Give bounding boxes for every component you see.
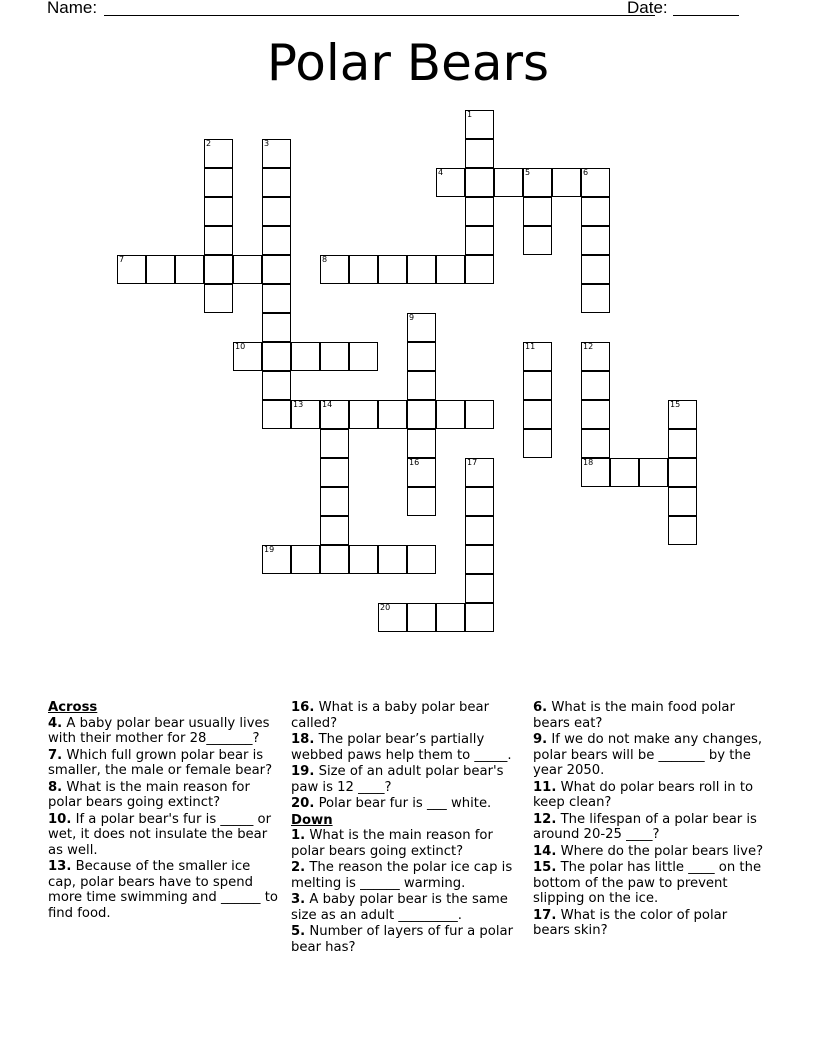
- clue-number: 20: [380, 603, 391, 612]
- clue-number: 3: [264, 139, 270, 148]
- clue-number: 11: [525, 342, 536, 351]
- grid-cell[interactable]: [465, 574, 494, 603]
- grid-cell[interactable]: [320, 342, 349, 371]
- clue-item: [48, 748, 278, 779]
- grid-cell[interactable]: [349, 545, 378, 574]
- page-title: Polar Bears: [266, 34, 550, 92]
- grid-cell[interactable]: [291, 400, 320, 429]
- grid-cell[interactable]: [581, 168, 610, 197]
- grid-cell[interactable]: [436, 255, 465, 284]
- grid-cell[interactable]: [668, 429, 697, 458]
- grid-cell[interactable]: [262, 284, 291, 313]
- clue-number: 13: [293, 400, 304, 409]
- clue-item: [291, 828, 527, 859]
- grid-cell[interactable]: [262, 139, 291, 168]
- clue-text: The reason the polar ice cap is melting is ______ warming.: [291, 860, 513, 891]
- clue-list: [533, 700, 768, 939]
- grid-cell[interactable]: [436, 603, 465, 632]
- clue-item: [533, 732, 768, 779]
- grid-cell[interactable]: [465, 255, 494, 284]
- clue-number: 14.: [533, 843, 557, 859]
- grid-cell[interactable]: [465, 458, 494, 487]
- clue-number: 2: [206, 139, 212, 148]
- clue-number: 4.: [48, 715, 63, 731]
- clue-item: [291, 860, 527, 891]
- grid-cell[interactable]: [523, 400, 552, 429]
- grid-cell[interactable]: [204, 139, 233, 168]
- clue-number: 11.: [533, 779, 557, 795]
- clue-number: 19: [264, 545, 275, 554]
- clue-number: 8: [322, 255, 328, 264]
- clue-text: Number of layers of fur a polar bear has?: [291, 924, 513, 955]
- clue-text: What do polar bears roll in to keep clean?: [533, 779, 754, 810]
- clue-item: [48, 716, 278, 747]
- grid-cell[interactable]: [262, 255, 291, 284]
- clue-item: [533, 844, 768, 860]
- clue-item: [291, 892, 527, 923]
- clue-item: [291, 796, 527, 812]
- clue-number: 1.: [291, 828, 306, 843]
- grid-cell[interactable]: [581, 400, 610, 429]
- clue-item: [291, 924, 527, 955]
- clue-number: 15.: [533, 860, 557, 875]
- clue-number: 4: [438, 168, 444, 177]
- grid-cell[interactable]: [262, 342, 291, 371]
- clue-number: 3.: [291, 892, 306, 907]
- grid-cell[interactable]: [523, 168, 552, 197]
- grid-cell[interactable]: [378, 255, 407, 284]
- grid-cell[interactable]: [465, 110, 494, 139]
- grid-cell[interactable]: [407, 458, 436, 487]
- clue-item: [533, 700, 768, 731]
- grid-cell[interactable]: [436, 400, 465, 429]
- clue-number: 17: [467, 458, 478, 467]
- grid-cell[interactable]: [320, 487, 349, 516]
- clue-text: Polar bear fur is ___ white.: [314, 796, 492, 811]
- clues-column-2: [291, 700, 527, 956]
- clue-number: 6.: [533, 700, 548, 715]
- clue-list: [291, 828, 527, 955]
- clue-item: [291, 700, 527, 731]
- clue-item: [533, 812, 768, 843]
- clue-item: [48, 780, 278, 811]
- clue-number: 5: [525, 168, 531, 177]
- grid-cell[interactable]: [581, 429, 610, 458]
- clue-list: [48, 716, 278, 922]
- clue-text: Size of an adult polar bear's paw is 12 ____?: [291, 764, 504, 795]
- grid-cell[interactable]: [407, 400, 436, 429]
- grid-cell[interactable]: [320, 255, 349, 284]
- clue-number: 19.: [291, 764, 315, 779]
- grid-cell[interactable]: [349, 400, 378, 429]
- grid-cell[interactable]: [262, 226, 291, 255]
- clues-column-1: [48, 700, 278, 922]
- grid-cell[interactable]: [407, 603, 436, 632]
- grid-cell[interactable]: [320, 429, 349, 458]
- grid-cell[interactable]: [378, 603, 407, 632]
- down-heading: Down: [291, 812, 333, 828]
- clue-text: What is the main food polar bears eat?: [533, 700, 735, 731]
- clue-number: 15: [670, 400, 681, 409]
- grid-cell[interactable]: [407, 429, 436, 458]
- clue-number: 16.: [291, 700, 315, 715]
- grid-cell[interactable]: [407, 342, 436, 371]
- grid-cell[interactable]: [233, 342, 262, 371]
- grid-cell[interactable]: [523, 226, 552, 255]
- clue-number: 7: [119, 255, 125, 264]
- clues-column-3: [533, 700, 768, 940]
- grid-cell[interactable]: [262, 313, 291, 342]
- grid-cell[interactable]: [581, 197, 610, 226]
- grid-cell[interactable]: [436, 168, 465, 197]
- clue-number: 1: [467, 110, 473, 119]
- grid-cell[interactable]: [175, 255, 204, 284]
- clue-number: 5.: [291, 924, 306, 939]
- grid-cell[interactable]: [407, 545, 436, 574]
- across-heading: Across: [48, 700, 98, 715]
- clue-text: If we do not make any changes, polar bears will be _______ by the year 2050.: [533, 732, 763, 778]
- clue-text: What is the color of polar bears skin?: [533, 907, 728, 938]
- grid-cell[interactable]: [117, 255, 146, 284]
- clue-text: What is a baby polar bear called?: [291, 700, 490, 731]
- grid-cell[interactable]: [465, 400, 494, 429]
- grid-cell[interactable]: [204, 255, 233, 284]
- clue-number: 10.: [48, 811, 72, 827]
- clue-item: [291, 764, 527, 795]
- grid-cell[interactable]: [320, 516, 349, 545]
- grid-cell[interactable]: [378, 400, 407, 429]
- grid-cell[interactable]: [407, 487, 436, 516]
- clue-number: 14: [322, 400, 333, 409]
- grid-cell[interactable]: [523, 429, 552, 458]
- clue-text: The lifespan of a polar bear is around 20-25 ____?: [533, 811, 757, 842]
- clue-number: 18.: [291, 732, 315, 747]
- grid-cell[interactable]: [291, 545, 320, 574]
- grid-cell[interactable]: [204, 168, 233, 197]
- grid-cell[interactable]: [262, 168, 291, 197]
- grid-cell[interactable]: [320, 400, 349, 429]
- clue-text: Where do the polar bears live?: [556, 843, 764, 859]
- clue-text: The polar bear’s partially webbed paws help them to _____.: [291, 732, 512, 763]
- grid-cell[interactable]: [494, 168, 523, 197]
- grid-cell[interactable]: [668, 400, 697, 429]
- grid-cell[interactable]: [639, 458, 668, 487]
- grid-cell[interactable]: [146, 255, 175, 284]
- clue-list: [291, 700, 527, 812]
- clue-text: Because of the smaller ice cap, polar bears have to spend more time swimming and ______ to find food.: [48, 859, 278, 921]
- grid-cell[interactable]: [407, 255, 436, 284]
- clue-number: 7.: [48, 747, 63, 763]
- clue-number: 9: [409, 313, 415, 322]
- clue-number: 6: [583, 168, 589, 177]
- clue-item: [533, 860, 768, 907]
- clue-number: 18: [583, 458, 594, 467]
- grid-cell[interactable]: [465, 603, 494, 632]
- grid-cell[interactable]: [407, 313, 436, 342]
- grid-cell[interactable]: [378, 545, 407, 574]
- grid-cell[interactable]: [407, 371, 436, 400]
- clue-number: 9.: [533, 732, 548, 747]
- grid-cell[interactable]: [465, 516, 494, 545]
- grid-cell[interactable]: [262, 371, 291, 400]
- grid-cell[interactable]: [523, 197, 552, 226]
- clue-item: [533, 780, 768, 811]
- grid-cell[interactable]: [581, 342, 610, 371]
- grid-cell[interactable]: [262, 400, 291, 429]
- grid-cell[interactable]: [320, 545, 349, 574]
- date-label: Date:: [627, 0, 668, 17]
- grid-cell[interactable]: [349, 342, 378, 371]
- clue-number: 8.: [48, 779, 63, 795]
- clue-text: A baby polar bear usually lives with their mother for 28_______?: [48, 715, 270, 746]
- clue-number: 2.: [291, 860, 306, 875]
- clue-item: [291, 732, 527, 763]
- clue-number: 12.: [533, 811, 557, 827]
- grid-cell[interactable]: [581, 458, 610, 487]
- clue-item: [533, 908, 768, 939]
- grid-cell[interactable]: [610, 458, 639, 487]
- grid-cell[interactable]: [668, 487, 697, 516]
- grid-cell[interactable]: [349, 255, 378, 284]
- clue-number: 12: [583, 342, 594, 351]
- grid-cell[interactable]: [581, 371, 610, 400]
- grid-cell[interactable]: [581, 226, 610, 255]
- clue-number: 13.: [48, 859, 72, 874]
- name-label: Name:: [47, 0, 98, 17]
- clue-item: [48, 859, 278, 921]
- grid-cell[interactable]: [262, 197, 291, 226]
- grid-cell[interactable]: [262, 545, 291, 574]
- grid-cell[interactable]: [581, 255, 610, 284]
- clue-text: A baby polar bear is the same size as an adult _________.: [291, 892, 508, 923]
- grid-cell[interactable]: [523, 371, 552, 400]
- clue-item: [48, 812, 278, 859]
- clue-text: What is the main reason for polar bears going extinct?: [48, 779, 250, 810]
- grid-cell[interactable]: [291, 342, 320, 371]
- grid-cell[interactable]: [233, 255, 262, 284]
- grid-cell[interactable]: [465, 226, 494, 255]
- grid-cell[interactable]: [465, 487, 494, 516]
- grid-cell[interactable]: [204, 226, 233, 255]
- grid-cell[interactable]: [465, 168, 494, 197]
- grid-cell[interactable]: [668, 516, 697, 545]
- clue-number: 20.: [291, 796, 315, 811]
- clue-number: 10: [235, 342, 246, 351]
- clue-text: The polar has little ____ on the bottom of the paw to prevent slipping on the ice.: [533, 860, 762, 906]
- grid-cell[interactable]: [552, 168, 581, 197]
- clue-number: 17.: [533, 907, 557, 923]
- grid-cell[interactable]: [204, 197, 233, 226]
- clue-text: Which full grown polar bear is smaller, the male or female bear?: [48, 747, 273, 778]
- grid-cell[interactable]: [465, 545, 494, 574]
- grid-cell[interactable]: [320, 458, 349, 487]
- grid-cell[interactable]: [668, 458, 697, 487]
- grid-cell[interactable]: [465, 197, 494, 226]
- grid-cell[interactable]: [204, 284, 233, 313]
- clue-text: If a polar bear's fur is _____ or wet, it does not insulate the bear as well.: [48, 811, 272, 858]
- grid-cell[interactable]: [581, 284, 610, 313]
- grid-cell[interactable]: [523, 342, 552, 371]
- clue-text: What is the main reason for polar bears going extinct?: [291, 828, 493, 859]
- clue-number: 16: [409, 458, 420, 467]
- grid-cell[interactable]: [465, 139, 494, 168]
